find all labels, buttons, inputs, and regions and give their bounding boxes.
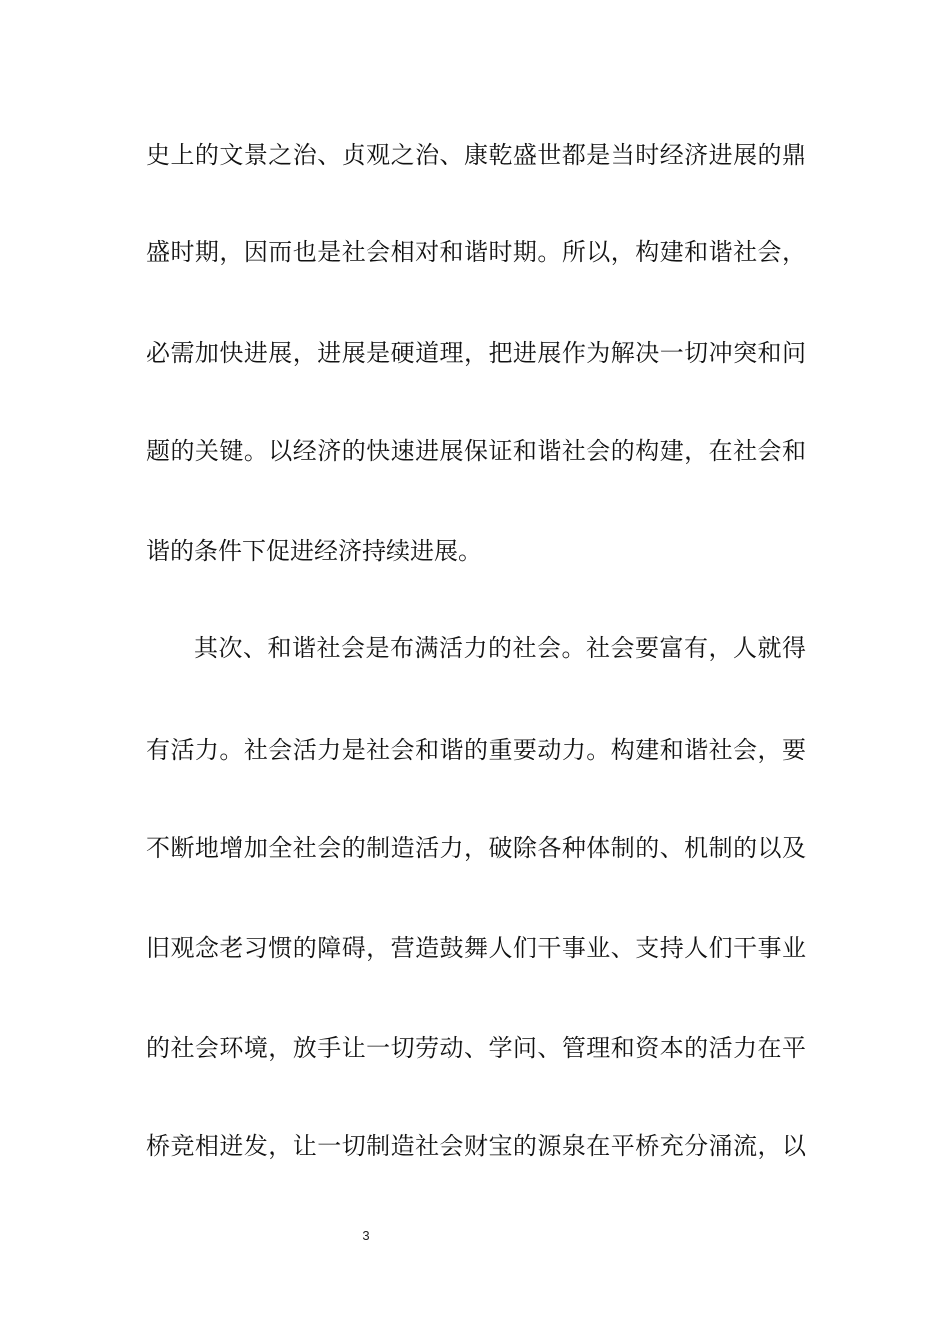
text-line-10: 的社会环境，放手让一切劳动、学问、管理和资本的活力在平	[146, 1034, 806, 1062]
text-line-3: 必需加快进展，进展是硬道理，把进展作为解决一切冲突和问	[146, 339, 806, 367]
text-line-11: 桥竞相迸发，让一切制造社会财宝的源泉在平桥充分涌流，以	[146, 1132, 806, 1160]
text-line-7: 有活力。社会活力是社会和谐的重要动力。构建和谐社会，要	[146, 736, 806, 764]
page-number: 3	[362, 1228, 370, 1243]
paragraph-start-line: 其次、和谐社会是布满活力的社会。社会要富有，人就得	[194, 634, 806, 662]
text-line-2: 盛时期，因而也是社会相对和谐时期。所以，构建和谐社会，	[146, 238, 806, 266]
text-line-4: 题的关键。以经济的快速进展保证和谐社会的构建，在社会和	[146, 437, 806, 465]
text-line-5: 谐的条件下促进经济持续进展。	[146, 537, 482, 565]
text-line-1: 史上的文景之治、贞观之治、康乾盛世都是当时经济进展的鼎	[146, 141, 806, 169]
text-line-8: 不断地增加全社会的制造活力，破除各种体制的、机制的以及	[146, 834, 806, 862]
text-line-9: 旧观念老习惯的障碍，营造鼓舞人们干事业、支持人们干事业	[146, 934, 806, 962]
